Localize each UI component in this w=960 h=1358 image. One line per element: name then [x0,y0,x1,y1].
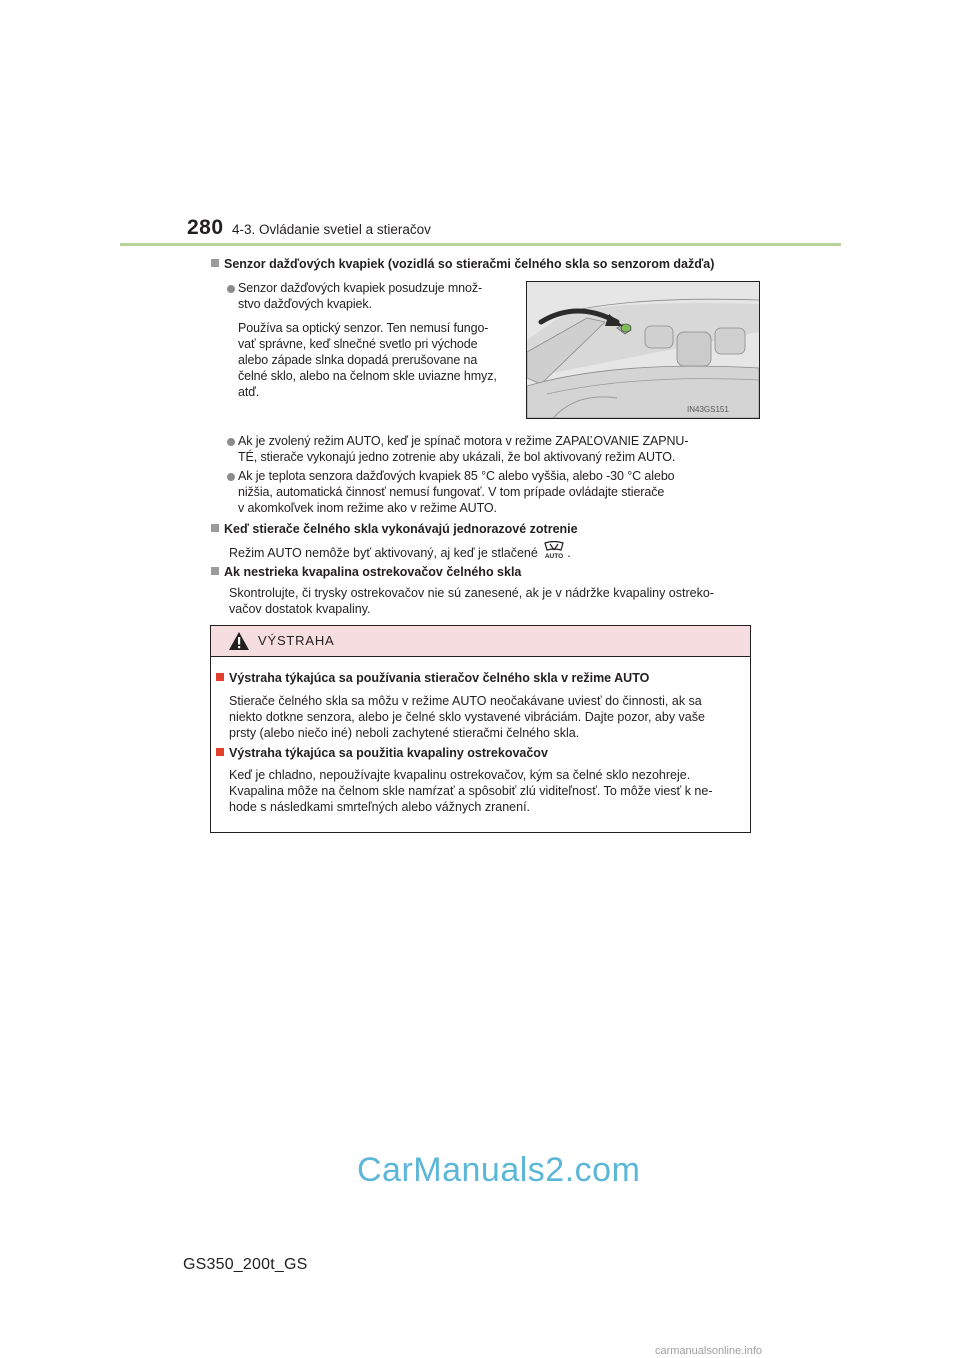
red-square-bullet-icon [216,748,224,756]
text-line: nižšia, automatická činnosť nemusí fungovať. V tom prípade ovládajte stierače [238,485,665,499]
warning-header [211,626,750,657]
warning-item1-text [229,693,741,741]
text-line: Kvapalina môže na čelnom skle namŕzať a spôsobiť zlú viditeľnosť. To môže viesť k ne- [229,784,713,798]
text-line: Stierače čelného skla sa môžu v režime AUTO neočakávane uviesť do činnosti, ak sa [229,694,702,708]
bullet-sensor-temperature [238,468,750,516]
watermark-carmanuals2: CarManuals2.com [357,1151,641,1189]
bullet-rain-sensor-function [238,280,514,400]
warning-item1-heading-text: Výstraha týkajúca sa používania stieračov čelného skla v režime AUTO [229,671,650,685]
bullet-auto-mode-wipe [238,433,750,465]
header-rule [120,243,841,246]
text-line: niekto dotkne senzora, alebo je čelné sklo vystavené vibráciám. Dajte pozor, aby vaše [229,710,705,724]
rain-sensor-illustration [526,281,760,419]
watermark-carmanualsonline: carmanualsonline.info [655,1345,763,1357]
single-wipe-text [229,543,749,561]
single-wipe-heading [211,522,578,536]
text-line: stvo dažďových kvapiek. [238,297,372,311]
text-line: vačov dostatok kvapaliny. [229,602,371,616]
text-line: prsty (alebo niečo iné) neboli zachytené stieračmi čelného skla. [229,726,580,740]
warning-box [210,625,751,833]
round-bullet-icon [227,438,235,446]
red-square-bullet-icon [216,673,224,681]
text-line: Keď je chladno, nepoužívajte kvapalinu ostrekovačov, kým sa čelné sklo nezohreje. [229,768,691,782]
figure-code: IN43GS151 [687,405,729,414]
text-line: TÉ, stierače vykonajú jedno zotrenie aby ukázali, že bol aktivovaný režim AUTO. [238,450,676,464]
auto-wiper-icon [541,543,567,561]
svg-text:AUTO: AUTO [545,553,564,559]
text-line: Používa sa optický senzor. Ten nemusí fungo- [238,321,489,335]
warning-title: VÝSTRAHA [258,633,335,648]
text-line: hode s následkami smrteľných alebo vážnych zranení. [229,800,531,814]
single-wipe-end: . [567,546,571,560]
text-line: alebo západe slnka dopadá prerušovane na [238,353,478,367]
text-line: Senzor dažďových kvapiek posudzuje množ- [238,281,483,295]
text-line: Ak je zvolený režim AUTO, keď je spínač motora v režime ZAPAĽOVANIE ZAPNU- [238,434,689,448]
single-wipe-sentence: Režim AUTO nemôže byť aktivovaný, aj keď je stlačené [229,546,538,560]
warning-item1-heading [216,671,649,685]
text-line: atď. [238,385,260,399]
square-bullet-icon [211,567,219,575]
single-wipe-heading-text: Keď stierače čelného skla vykonávajú jednorazové zotrenie [224,522,578,536]
rain-sensor-heading [211,257,714,271]
washer-heading-text: Ak nestrieka kvapalina ostrekovačov čelného skla [224,565,522,579]
round-bullet-icon [227,285,235,293]
text-line: vať správne, keď slnečné svetlo pri východe [238,337,478,351]
section-title: 4-3. Ovládanie svetiel a stieračov [232,222,431,237]
text-line: Ak je teplota senzora dažďových kvapiek 85 °C alebo vyššia, alebo -30 °C alebo [238,469,675,483]
square-bullet-icon [211,259,219,267]
rain-sensor-heading-text: Senzor dažďových kvapiek (vozidlá so stieračmi čelného skla so senzorom dažďa) [224,257,715,271]
warning-item2-heading-text: Výstraha týkajúca sa použitia kvapaliny ostrekovačov [229,746,548,760]
washer-text [229,585,749,617]
page-number: 280 [187,216,224,239]
warning-item2-heading [216,746,548,760]
washer-heading [211,565,521,579]
warning-triangle-icon [228,631,250,651]
round-bullet-icon [227,473,235,481]
text-line: Skontrolujte, či trysky ostrekovačov nie sú zanesené, ak je v nádržke kvapaliny ostreko- [229,586,714,600]
warning-item2-text [229,767,741,815]
text-line: čelné sklo, alebo na čelnom skle uviazne hmyz, [238,369,497,383]
text-line: v akomkoľvek inom režime ako v režime AUTO. [238,501,497,515]
footer-model-code: GS350_200t_GS [183,1256,308,1273]
square-bullet-icon [211,524,219,532]
windshield-interior-drawing [527,282,759,418]
